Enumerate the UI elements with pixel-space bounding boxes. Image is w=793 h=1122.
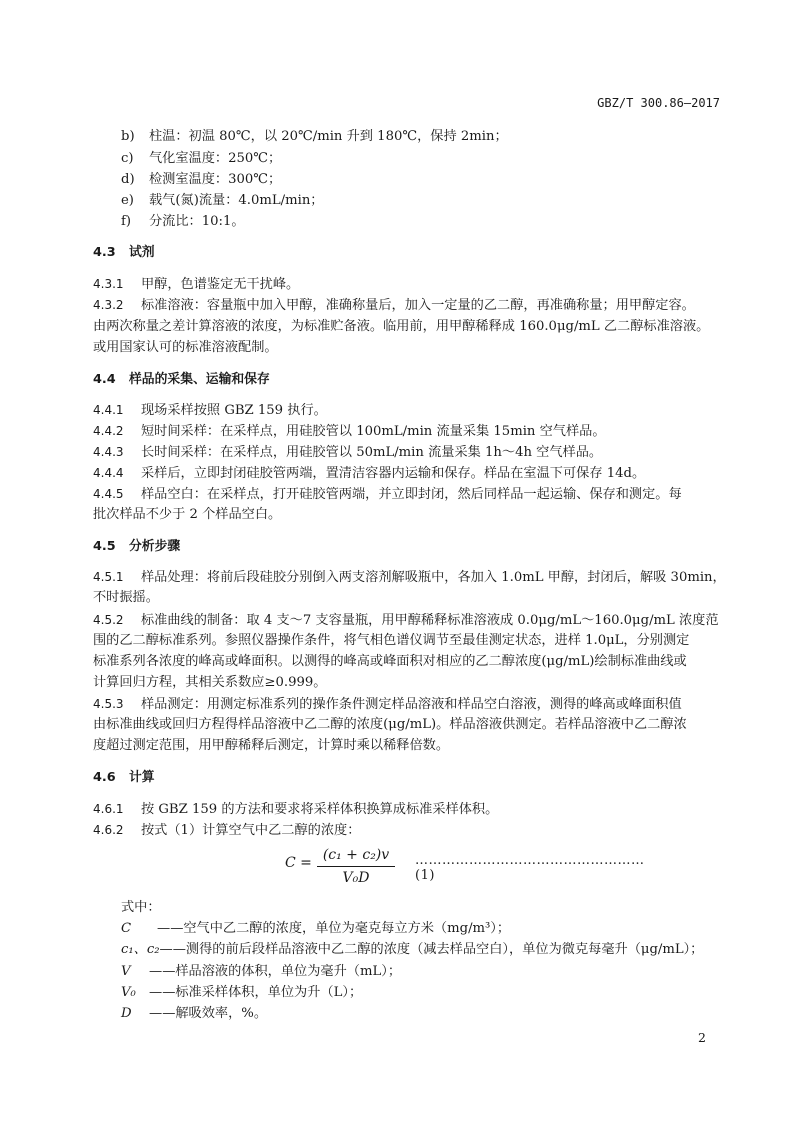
clause-number: 4.4.2 [93, 424, 124, 438]
condition-label: f) [121, 214, 132, 229]
clause-4-5-3 [93, 695, 682, 714]
legend-text: ——测得的前后段样品溶液中乙二醇的浓度（减去样品空白），单位为微克每毫升（μg/mL）； [159, 942, 704, 957]
clause-4-3-2 [93, 296, 695, 315]
clause-number: 4.5.2 [93, 613, 124, 627]
clause-text: 采样后，立即封闭硅胶管两端，置清洁容器内运输和保存。样品在室温下可保存 14d。 [141, 466, 646, 481]
clause-text-line: 由两次称量之差计算溶液的浓度，为标准贮备液。临用前，用甲醇稀释成 160.0μg/mL 乙二醇标准溶液。 [93, 319, 710, 334]
clause-text: 短时间采样：在采样点，用硅胶管以 100mL/min 流量采集 15min 空气样品。 [141, 424, 606, 439]
clause-4-4-3 [93, 443, 602, 462]
formula-number-leader: ……………………………………………(1) [415, 853, 645, 883]
clause-text: 样品处理：将前后段硅胶分别倒入两支溶剂解吸瓶中，各加入 1.0mL 甲醇，封闭后，解吸 30min， [141, 570, 726, 585]
section-heading-4-6 [93, 769, 155, 787]
section-number: 4.5 [93, 539, 116, 554]
clause-4-5-2 [93, 611, 719, 630]
clause-text: 现场采样按照 GBZ 159 执行。 [141, 403, 327, 418]
clause-number: 4.4.3 [93, 445, 124, 459]
condition-item [121, 192, 324, 210]
concentration-formula [285, 846, 645, 886]
condition-label: d) [121, 172, 135, 187]
clause-text-line: 计算回归方程，其相关系数应≥0.999。 [93, 675, 327, 690]
section-title: 计算 [129, 770, 155, 785]
clause-text-line: 由标准曲线或回归方程得样品溶液中乙二醇的浓度(μg/mL)。样品溶液供测定。若样品溶液中乙二醇浓 [93, 717, 687, 732]
clause-number: 4.4.4 [93, 466, 124, 480]
condition-item [121, 128, 508, 146]
clause-4-3-1 [93, 275, 299, 294]
clause-4-4-2 [93, 422, 606, 441]
clause-text-line: 不时振摇。 [93, 590, 159, 605]
clause-number: 4.6.2 [93, 823, 124, 837]
condition-text: 检测室温度：300℃； [149, 172, 282, 187]
section-heading-4-3 [93, 244, 155, 262]
condition-item [121, 150, 281, 168]
condition-text: 柱温：初温 80℃，以 20℃/min 升到 180℃，保持 2min； [149, 129, 508, 144]
clause-4-6-2 [93, 821, 360, 840]
condition-label: b) [121, 129, 135, 144]
clause-text: 样品测定：用测定标准系列的操作条件测定样品溶液和样品空白溶液，测得的峰高或峰面积值 [141, 697, 682, 712]
clause-text: 按 GBZ 159 的方法和要求将采样体积换算成标准采样体积。 [141, 802, 499, 817]
clause-text: 样品空白：在采样点，打开硅胶管两端，并立即封闭，然后同样品一起运输、保存和测定。每 [141, 487, 682, 502]
legend-symbol: D [121, 1006, 132, 1021]
legend-symbol: V₀ [121, 985, 136, 1000]
section-title: 试剂 [129, 245, 155, 260]
condition-item [121, 213, 245, 231]
legend-text: ——空气中乙二醇的浓度，单位为毫克每立方米（mg/m³）； [157, 921, 511, 936]
clause-4-4-1 [93, 401, 327, 420]
clause-text: 标准溶液：容量瓶中加入甲醇，准确称量后，加入一定量的乙二醇，再准确称量；用甲醇定容。 [141, 298, 695, 313]
clause-text-line: 度超过测定范围，用甲醇稀释后测定，计算时乘以稀释倍数。 [93, 738, 450, 753]
legend-text: ——标准采样体积，单位为升（L）； [149, 985, 363, 1000]
section-heading-4-4 [93, 371, 270, 389]
legend-text: ——解吸效率，%。 [149, 1006, 268, 1021]
clause-text: 甲醇，色谱鉴定无干扰峰。 [141, 277, 300, 292]
section-title: 分析步骤 [129, 539, 181, 554]
clause-number: 4.4.1 [93, 403, 124, 417]
clause-number: 4.5.1 [93, 570, 124, 584]
clause-text-line: 批次样品不少于 2 个样品空白。 [93, 507, 282, 522]
section-number: 4.4 [93, 372, 116, 387]
clause-4-4-4 [93, 464, 645, 483]
condition-text: 载气(氮)流量：4.0mL/min； [149, 193, 324, 208]
condition-label: c) [121, 151, 134, 166]
section-number: 4.3 [93, 245, 116, 260]
clause-number: 4.3.1 [93, 277, 124, 291]
clause-text-line: 围的乙二醇标准系列。参照仪器操作条件，将气相色谱仪调节至最佳测定状态，进样 1.0μL，分别测定 [93, 633, 690, 648]
legend-text: ——样品溶液的体积，单位为毫升（mL）； [149, 964, 402, 979]
legend-intro: 式中： [121, 900, 161, 915]
clause-4-5-1 [93, 568, 726, 587]
legend-row [121, 1005, 267, 1023]
formula-lhs: C = [285, 855, 312, 871]
clause-number: 4.6.1 [93, 802, 124, 816]
formula-numerator: (c₁ + c₂)v [322, 847, 390, 863]
legend-symbol: C [121, 921, 132, 936]
clause-number: 4.5.3 [93, 697, 124, 711]
clause-4-4-5 [93, 485, 682, 504]
clause-text-line: 或用国家认可的标准溶液配制。 [93, 340, 278, 355]
condition-item [121, 171, 281, 189]
fraction-bar [317, 866, 395, 867]
legend-row [121, 941, 703, 959]
clause-text: 标准曲线的制备：取 4 支～7 支容量瓶，用甲醇稀释标准溶液成 0.0μg/mL～160.0μg/mL 浓度范 [141, 613, 719, 628]
legend-symbol: V [121, 964, 131, 979]
section-title: 样品的采集、运输和保存 [129, 372, 270, 387]
clause-text-line: 标准系列各浓度的峰高或峰面积。以测得的峰高或峰面积对相应的乙二醇浓度(μg/mL)绘制标准曲线或 [93, 654, 687, 669]
clause-number: 4.3.2 [93, 298, 124, 312]
page-number: 2 [698, 1030, 706, 1045]
clause-4-6-1 [93, 800, 498, 819]
standard-code-header: GBZ/T 300.86—2017 [597, 96, 720, 110]
legend-row [121, 963, 401, 981]
clause-text: 按式（1）计算空气中乙二醇的浓度： [141, 823, 361, 838]
clause-number: 4.4.5 [93, 487, 124, 501]
condition-label: e) [121, 193, 134, 208]
clause-text: 长时间采样：在采样点，用硅胶管以 50mL/min 流量采集 1h～4h 空气样品。 [141, 445, 603, 460]
condition-text: 分流比：10:1。 [149, 214, 245, 229]
formula-denominator: V₀D [342, 870, 370, 886]
legend-row [121, 984, 362, 1002]
section-number: 4.6 [93, 770, 116, 785]
condition-text: 气化室温度：250℃； [149, 151, 282, 166]
formula-fraction [313, 846, 399, 887]
legend-row [121, 920, 510, 938]
legend-symbol: c₁、c₂ [121, 942, 160, 957]
section-heading-4-5 [93, 538, 180, 556]
